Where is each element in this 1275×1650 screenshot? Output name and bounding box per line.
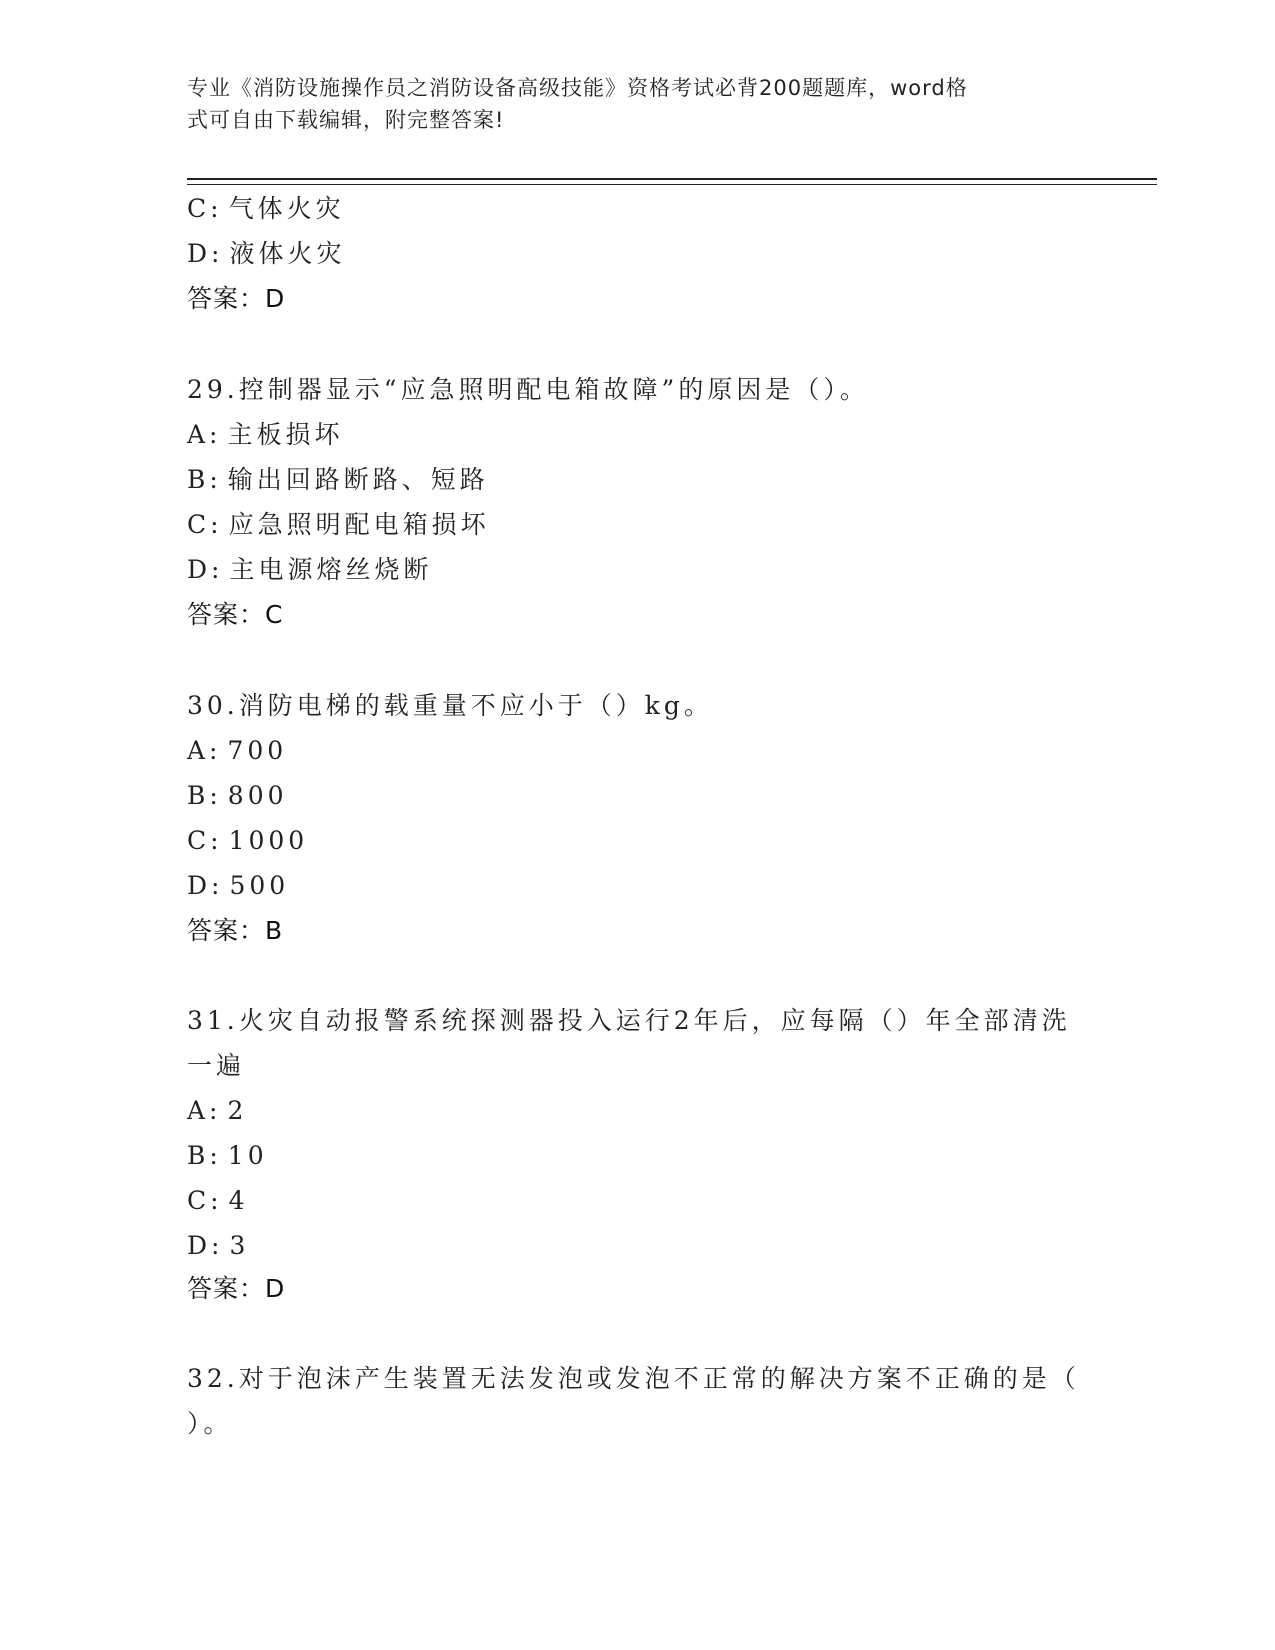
header-line-1: 专业《消防设施操作员之消防设备高级技能》资格考试必背200题题库，word格 [187, 76, 968, 100]
option-b [187, 1140, 268, 1172]
answer-line: 答案：B [187, 916, 284, 945]
option-letter: D: [187, 555, 224, 584]
option-d [187, 870, 289, 902]
option-d [187, 554, 432, 586]
question-stem: 31.火灾自动报警系统探测器投入运行2年后，应每隔（）年全部清洗 [187, 1006, 1071, 1035]
answer-line: 答案：C [187, 600, 284, 629]
option-text: 输出回路断路、短路 [227, 465, 489, 494]
option-text: 1000 [228, 826, 309, 855]
question-stem-continued: 一遍 [187, 1051, 246, 1080]
header-rule-thin [187, 184, 1157, 185]
option-letter: B: [187, 1141, 222, 1170]
option-a [187, 735, 287, 767]
option-b [187, 780, 288, 812]
header-line-2: 式可自由下载编辑，附完整答案! [187, 108, 505, 132]
question-stem: 30.消防电梯的载重量不应小于（）kg。 [187, 691, 713, 720]
option-c [187, 509, 490, 541]
option-letter: B: [187, 465, 222, 494]
option-text: 主电源熔丝烧断 [229, 555, 433, 584]
option-text: 3 [229, 1231, 250, 1260]
option-a [187, 419, 344, 451]
option-c [187, 825, 308, 857]
option-letter: C: [187, 1186, 223, 1215]
option-text: 4 [228, 1186, 249, 1215]
option-text: 2 [227, 1096, 248, 1125]
option-letter: A: [187, 1096, 222, 1125]
question-stem: 32.对于泡沫产生装置无法发泡或发泡不正常的解决方案不正确的是（ [187, 1364, 1080, 1393]
option-letter: D: [187, 871, 224, 900]
option-text: 液体火灾 [229, 239, 346, 268]
option-text: 800 [227, 781, 288, 810]
option-d [187, 1230, 249, 1262]
answer-line: 答案：D [187, 1274, 286, 1303]
option-letter: D: [187, 1231, 224, 1260]
option-letter: A: [187, 736, 222, 765]
option-text: 700 [227, 736, 288, 765]
option-letter: A: [187, 420, 222, 449]
option-text: 主板损坏 [227, 420, 344, 449]
option-letter: C: [187, 194, 223, 223]
option-letter: C: [187, 510, 223, 539]
option-text: 10 [227, 1141, 268, 1170]
option-c [187, 193, 345, 225]
header-rule-thick [187, 178, 1157, 180]
question-stem: 29.控制器显示“应急照明配电箱故障”的原因是（）。 [187, 375, 869, 404]
question-stem-continued: ）。 [187, 1409, 233, 1438]
option-c [187, 1185, 248, 1217]
answer-line: 答案：D [187, 284, 286, 313]
page-header [187, 72, 1067, 136]
option-a [187, 1095, 247, 1127]
option-text: 应急照明配电箱损坏 [228, 510, 490, 539]
option-letter: D: [187, 239, 224, 268]
option-letter: B: [187, 781, 222, 810]
option-letter: C: [187, 826, 223, 855]
option-d [187, 238, 345, 270]
option-b [187, 464, 489, 496]
option-text: 气体火灾 [228, 194, 345, 223]
option-text: 500 [229, 871, 290, 900]
